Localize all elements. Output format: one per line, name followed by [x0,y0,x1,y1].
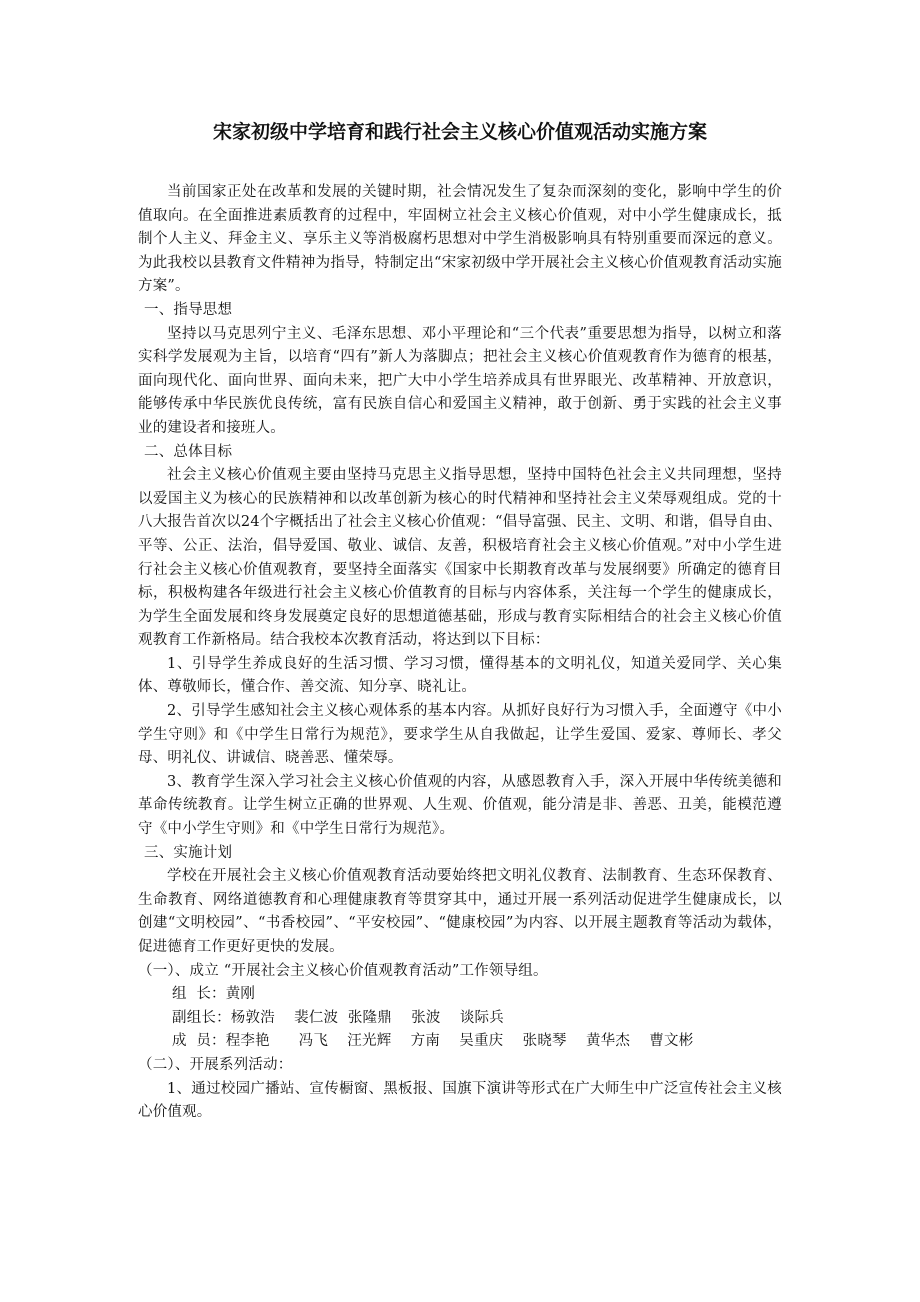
subsection2-heading: （二）、开展系列活动： [138,1056,293,1073]
activity-item-1: 1、通过校园广播站、宣传橱窗、黑板报、国旗下演讲等形式在广大师生中广泛宣传社会主义核心价值观。 [138,1080,782,1121]
document-title: 宋家初级中学培育和践行社会主义核心价值观活动实施方案 [212,121,707,143]
leader-line: 组 长：黄刚 [172,986,256,1003]
section1-body: 坚持以马克思列宁主义、毛泽东思想、邓小平理论和“三个代表”重要思想为指导，以树立和落实科学发展观为主旨，以培育“四有”新人为落脚点；把社会主义核心价值观教育作为德育的根基，面向现代化、面向世界、面向未来，把广大中小学生培养成具有世界眼光、改革精神、开放意识，能够传承中华民族优良传统，富有民族自信心和爱国主义精神，敢于创新、勇于实践的社会主义事业的建设者和接班人。 [138,325,782,436]
intro-paragraph: 当前国家正处在改革和发展的关键时期，社会情况发生了复杂而深刻的变化，影响中学生的价值取向。在全面推进素质教育的过程中，牢固树立社会主义核心价值观，对中小学生健康成长，抵制个人主义、拜金主义、享乐主义等消极腐朽思想对中学生消极影响具有特别重要而深远的意义。为此我校以县教育文件精神为指导，特制定出“宋家初级中学开展社会主义核心价值观教育活动实施方案”。 [138,184,782,295]
section1-heading: 一、指导思想 [144,301,233,318]
members-line: 成 员：程李艳 冯飞 汪光辉 方南 吴重庆 张晓琴 黄华杰 曹文彬 [172,1033,694,1050]
section2-body: 社会主义核心价值观主要由坚持马克思主义指导思想，坚持中国特色社会主义共同理想，坚持以爱国主义为核心的民族精神和以改革创新为核心的时代精神和坚持社会主义荣辱观组成。党的十八大报告首次以24个字概括出了社会主义核心价值观：“倡导富强、民主、文明、和谐，倡导自由、平等、公正、法治，倡导爱国、敬业、诚信、友善，积极培育社会主义核心价值观。”对中小学生进行社会主义核心价值观教育，要坚持全面落实《国家中长期教育改革与发展纲要》所确定的德育目标，积极构建各年级进行社会主义核心价值教育的目标与内容体系，关注每一个学生的健康成长，为学生全面发展和终身发展奠定良好的思想道德基础，形成与教育实际相结合的社会主义核心价值观教育工作新格局。结合我校本次教育活动，将达到以下目标： [138,467,782,649]
goal-item-1: 1、引导学生养成良好的生活习惯、学习习惯，懂得基本的文明礼仪，知道关爱同学、关心集体、尊敬师长，懂合作、善交流、知分享、晓礼让。 [138,655,782,696]
goal-item-3: 3、教育学生深入学习社会主义核心价值观的内容，从感恩教育入手，深入开展中华传统美德和革命传统教育。让学生树立正确的世界观、人生观、价值观，能分清是非、善恶、丑美，能模范遵守《中小学生守则》和《中学生日常行为规范》。 [138,773,782,838]
section2-heading: 二、总体目标 [144,443,233,460]
subsection1-heading: （一）、成立 “开展社会主义核心价值观教育活动”工作领导组。 [138,962,548,979]
goal-item-2: 2、引导学生感知社会主义核心观体系的基本内容。从抓好良好行为习惯入手，全面遵守《中小学生守则》和《中学生日常行为规范》，要求学生从自我做起，让学生爱国、爱家、尊师长、孝父母、明礼仪、讲诚信、晓善恶、懂荣辱。 [138,703,782,767]
vice-leaders-line: 副组长：杨敦浩 裴仁波 张隆鼎 张波 谈际兵 [172,1009,504,1026]
section3-body: 学校在开展社会主义核心价值观教育活动要始终把文明礼仪教育、法制教育、生态环保教育、生命教育、网络道德教育和心理健康教育等贯穿其中，通过开展一系列活动促进学生健康成长，以创建“文明校园”、“书香校园”、“平安校园”、“健康校园”为内容、以开展主题教育等活动为载体，促进德育工作更好更快的发展。 [138,868,782,955]
section3-heading: 三、实施计划 [144,844,233,861]
